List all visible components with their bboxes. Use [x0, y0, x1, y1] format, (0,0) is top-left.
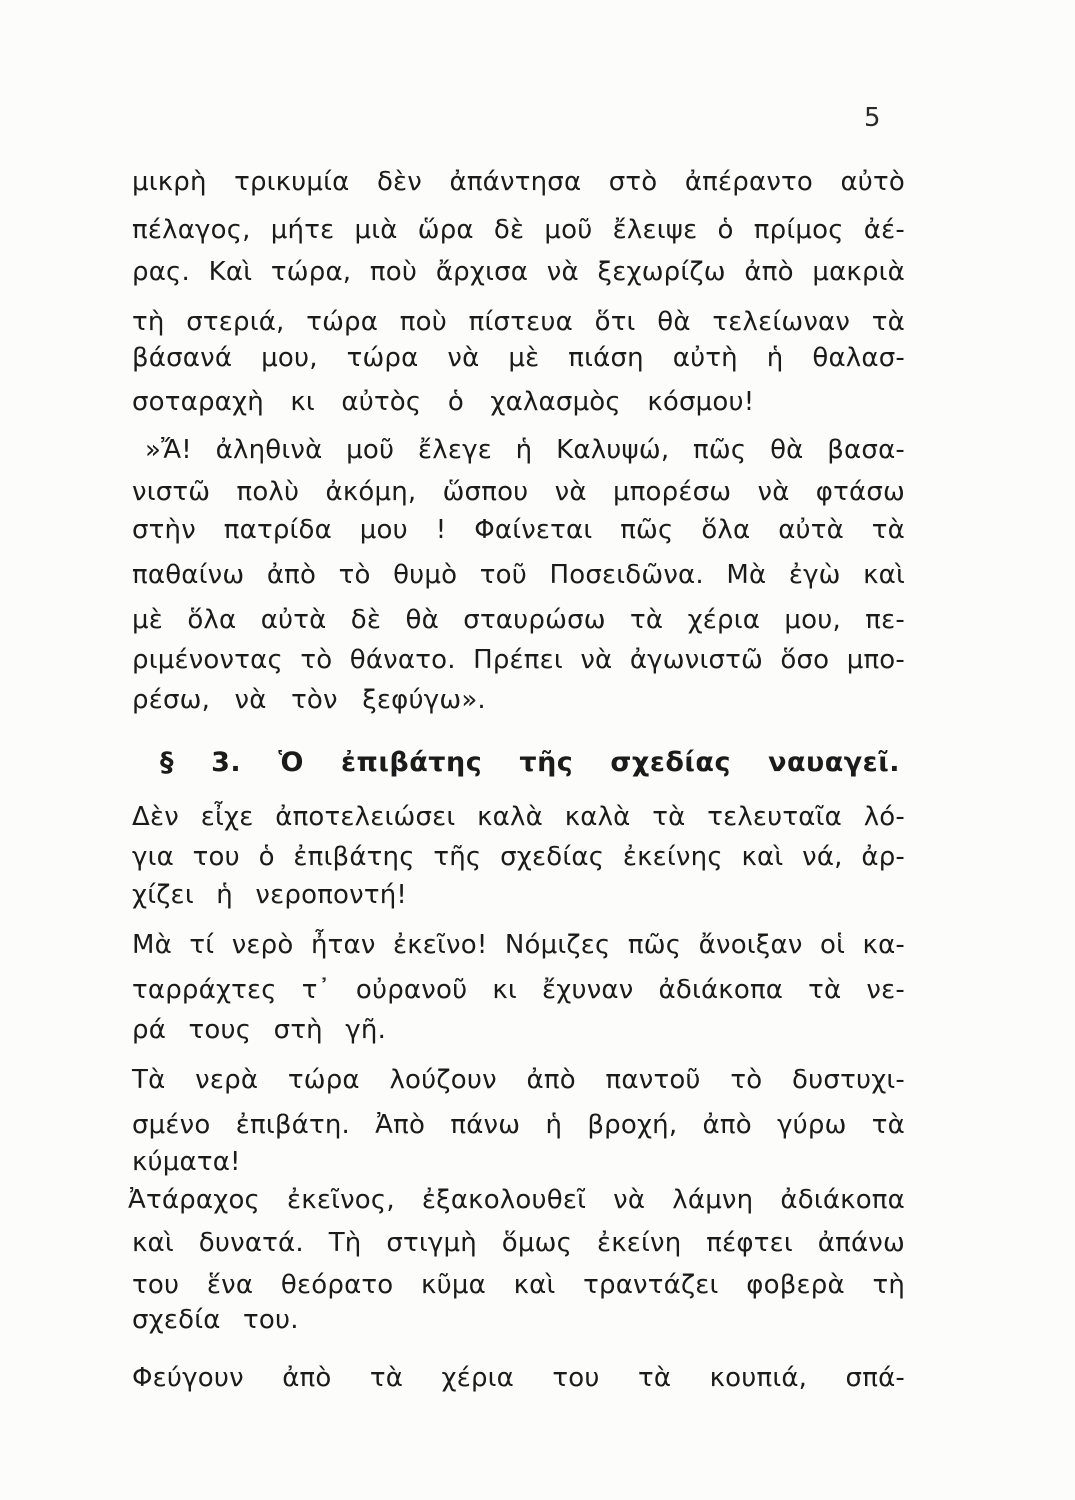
text-line: πέλαγος, μήτε μιὰ ὥρα δὲ μοῦ ἔλειψε ὁ πρίμος ἀέ- — [132, 215, 905, 245]
text-line: σχεδία του. — [132, 1305, 299, 1335]
text-line: χίζει ἡ νεροποντή! — [132, 880, 408, 910]
text-line: σοταραχὴ κι αὐτὸς ὁ χαλασμὸς κόσμου! — [132, 387, 755, 417]
text-line: μικρὴ τρικυμία δὲν ἀπάντησα στὸ ἀπέραντο αὐτὸ — [132, 167, 905, 197]
text-line: »Ἄ! ἀληθινὰ μοῦ ἔλεγε ἡ Καλυψώ, πῶς θὰ βασα- — [145, 435, 905, 465]
text-line: για του ὁ ἐπιβάτης τῆς σχεδίας ἐκείνης καὶ νά, ἀρ- — [132, 842, 905, 872]
text-line: ρας. Καὶ τώρα, ποὺ ἄρχισα νὰ ξεχωρίζω ἀπὸ μακριὰ — [132, 257, 905, 287]
text-line: Δὲν εἶχε ἀποτελειώσει καλὰ καλὰ τὰ τελευταῖα λό- — [132, 802, 905, 832]
text-line: Φεύγουν ἀπὸ τὰ χέρια του τὰ κουπιά, σπά- — [132, 1363, 905, 1393]
text-line: βάσανά μου, τώρα νὰ μὲ πιάση αὐτὴ ἡ θαλασ- — [132, 343, 905, 373]
text-line: μὲ ὅλα αὐτὰ δὲ θὰ σταυρώσω τὰ χέρια μου, πε- — [132, 605, 905, 635]
page-number: 5 — [864, 103, 881, 133]
text-line: Μὰ τί νερὸ ἦταν ἐκεῖνο! Νόμιζες πῶς ἄνοιξαν οἱ κα- — [132, 930, 905, 960]
text-line: στὴν πατρίδα μου ! Φαίνεται πῶς ὅλα αὐτὰ τὰ — [132, 515, 905, 545]
text-line: του ἕνα θεόρατο κῦμα καὶ τραντάζει φοβερὰ τὴ — [132, 1270, 905, 1300]
text-line: ταρράχτες τ᾽ οὐρανοῦ κι ἔχυναν ἀδιάκοπα τὰ νε- — [132, 975, 905, 1005]
text-line: παθαίνω ἀπὸ τὸ θυμὸ τοῦ Ποσειδῶνα. Μὰ ἐγὼ καὶ — [132, 560, 905, 590]
text-line: νιστῶ πολὺ ἀκόμη, ὥσπου νὰ μπορέσω νὰ φτάσω — [132, 477, 905, 507]
text-line: καὶ δυνατά. Τὴ στιγμὴ ὅμως ἐκείνη πέφτει ἀπάνω — [132, 1228, 905, 1258]
text-line: Ἀτάραχος ἐκεῖνος, ἐξακολουθεῖ νὰ λάμνη ἀδιάκοπα — [128, 1185, 905, 1215]
text-line: τὴ στεριά, τώρα ποὺ πίστευα ὅτι θὰ τελείωναν τὰ — [132, 307, 905, 337]
text-line: ριμένοντας τὸ θάνατο. Πρέπει νὰ ἀγωνιστῶ ὅσο μπο- — [132, 645, 905, 675]
text-line: ρέσω, νὰ τὸν ξεφύγω». — [132, 685, 486, 715]
section-heading: § 3. Ὁ ἐπιβάτης τῆς σχεδίας ναυαγεῖ. — [160, 747, 900, 778]
text-line: κύματα! — [132, 1147, 241, 1177]
text-line: ρά τους στὴ γῆ. — [132, 1015, 387, 1045]
text-line: Τὰ νερὰ τώρα λούζουν ἀπὸ παντοῦ τὸ δυστυχι- — [132, 1065, 905, 1095]
text-line: σμένο ἐπιβάτη. Ἀπὸ πάνω ἡ βροχή, ἀπὸ γύρω τὰ — [132, 1110, 905, 1140]
